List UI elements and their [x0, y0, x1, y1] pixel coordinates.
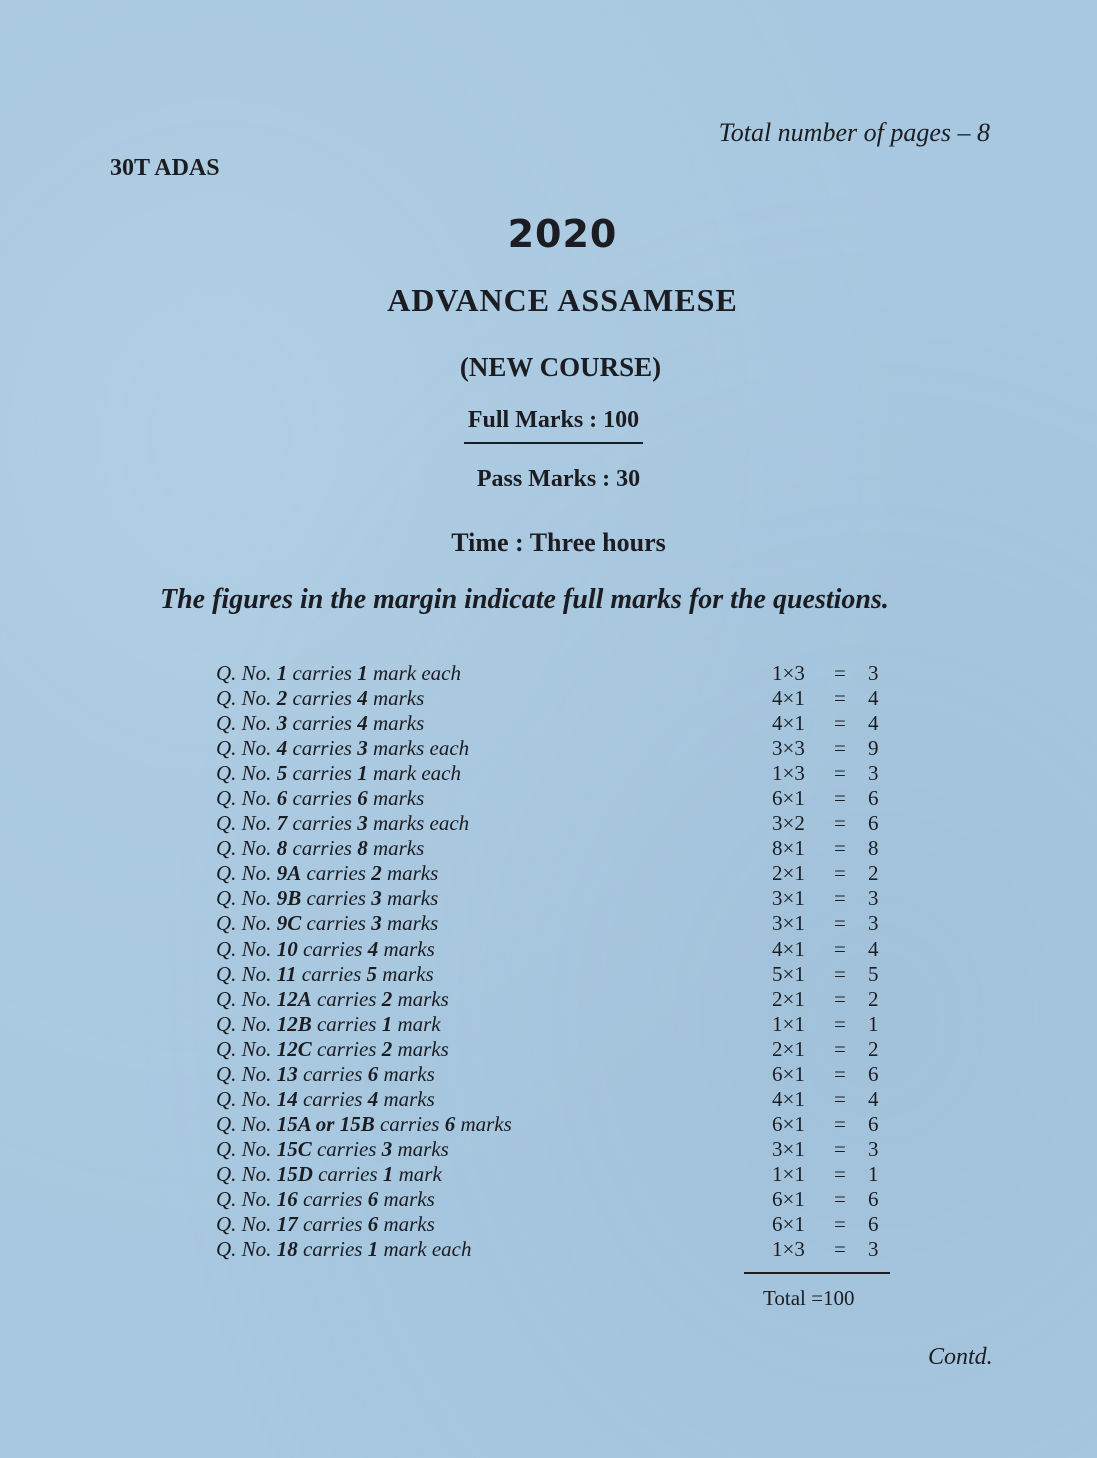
marks-distribution-table: [216, 661, 896, 1262]
subject-title: ADVANCE ASSAMESE: [387, 282, 738, 318]
marks-unit: marks: [377, 961, 434, 986]
carries-text: carries: [297, 1212, 368, 1237]
question-prefix: Q. No.: [216, 811, 277, 836]
carries-text: carries: [287, 661, 358, 685]
carries-text: carries: [297, 1186, 368, 1211]
question-marks: 3: [371, 911, 382, 936]
question-prefix: Q. No.: [216, 911, 277, 936]
question-prefix: Q. No.: [216, 886, 277, 911]
question-marks: 2: [371, 861, 382, 886]
marks-unit: marks: [367, 786, 425, 811]
equals-sign: =: [834, 961, 846, 986]
marks-unit: mark each: [378, 1237, 472, 1262]
question-marks: 8: [357, 836, 368, 861]
carries-text: carries: [287, 711, 358, 736]
marks-calculation: 4×1: [772, 711, 805, 736]
marks-unit: marks: [378, 1212, 435, 1237]
question-prefix: Q. No.: [216, 1186, 277, 1211]
equals-sign: =: [834, 886, 846, 911]
question-prefix: Q. No.: [216, 1111, 277, 1136]
table-row: [216, 1162, 896, 1187]
question-marks: 6: [367, 1061, 379, 1086]
table-row: [216, 1112, 896, 1137]
carries-text: carries: [297, 1061, 368, 1086]
question-number: 14: [276, 1086, 298, 1111]
question-marks: 1: [367, 1237, 379, 1262]
carries-text: carries: [287, 736, 358, 761]
marks-unit: marks each: [367, 736, 470, 761]
question-number: 9A: [276, 861, 302, 886]
question-number: 15D: [276, 1161, 313, 1186]
question-marks: 2: [381, 1036, 393, 1061]
table-row: [216, 686, 896, 711]
question-description: [216, 811, 469, 836]
question-number: 12B: [276, 1011, 312, 1036]
carries-text: carries: [311, 1011, 382, 1036]
equals-sign: =: [834, 861, 846, 886]
question-prefix: Q. No.: [216, 936, 277, 961]
question-prefix: Q. No.: [216, 986, 277, 1011]
full-marks-block: [0, 407, 1097, 444]
question-prefix: Q. No.: [216, 1212, 277, 1237]
question-description: [216, 1162, 442, 1187]
question-number: 1: [276, 661, 288, 685]
marks-unit: mark: [393, 1161, 442, 1186]
marks-unit: marks: [378, 936, 435, 961]
question-marks: 3: [381, 1136, 393, 1161]
question-number: 6: [276, 786, 288, 811]
question-marks: 4: [357, 711, 368, 736]
question-marks: 3: [371, 886, 382, 911]
table-row: [216, 836, 896, 861]
equals-sign: =: [834, 1111, 846, 1136]
question-description: [216, 1062, 435, 1087]
question-description: [216, 786, 424, 811]
question-number: 12A: [276, 986, 312, 1011]
exam-year: 2020: [507, 212, 618, 256]
marks-value: 6: [868, 1212, 879, 1237]
carries-text: carries: [297, 1086, 368, 1111]
marks-calculation: 3×1: [772, 886, 805, 911]
question-prefix: Q. No.: [216, 861, 277, 886]
equals-sign: =: [834, 1212, 846, 1237]
carries-text: carries: [311, 986, 382, 1011]
marks-unit: marks: [392, 986, 449, 1011]
marks-calculation: 3×1: [772, 911, 805, 936]
question-number: 12C: [276, 1036, 312, 1061]
question-description: [216, 1137, 449, 1162]
marks-value: 2: [868, 986, 879, 1011]
marks-value: 3: [868, 1136, 879, 1161]
marks-value: 6: [868, 786, 879, 811]
marks-value: 6: [868, 1186, 879, 1211]
table-row: [216, 962, 896, 987]
table-row: [216, 937, 896, 962]
marks-calculation: 3×2: [772, 811, 805, 836]
marks-value: 4: [868, 1086, 879, 1111]
question-prefix: Q. No.: [216, 1061, 277, 1086]
question-number: 15C: [276, 1136, 312, 1161]
question-number: 10: [276, 936, 298, 961]
marks-calculation: 3×3: [772, 736, 805, 761]
question-number: 3: [276, 711, 288, 736]
question-number: 13: [276, 1061, 298, 1086]
table-row: [216, 711, 896, 736]
marks-unit: marks: [392, 1036, 449, 1061]
question-description: [216, 1037, 449, 1062]
question-prefix: Q. No.: [216, 1036, 277, 1061]
marks-calculation: 6×1: [772, 1212, 805, 1237]
question-number: 7: [276, 811, 288, 836]
question-number: 4: [276, 736, 288, 761]
equals-sign: =: [834, 686, 846, 711]
marks-calculation: 8×1: [772, 836, 805, 861]
equals-sign: =: [834, 1061, 846, 1086]
marks-value: 2: [868, 1036, 879, 1061]
question-number: 15A or 15B: [276, 1111, 375, 1136]
question-marks: 2: [381, 986, 393, 1011]
carries-text: carries: [311, 1036, 382, 1061]
equals-sign: =: [834, 1161, 846, 1186]
table-row: [216, 761, 896, 786]
table-row: [216, 1087, 896, 1112]
marks-unit: marks: [378, 1061, 435, 1086]
question-marks: 1: [357, 761, 368, 786]
marks-calculation: 6×1: [772, 1111, 805, 1136]
marks-calculation: 2×1: [772, 986, 805, 1011]
question-marks: 1: [357, 661, 368, 685]
equals-sign: =: [834, 1237, 846, 1262]
total-divider: [744, 1272, 890, 1274]
table-row: [216, 861, 896, 886]
pass-marks: Pass Marks : 30: [476, 466, 641, 492]
question-description: [216, 1212, 435, 1237]
question-marks: 6: [444, 1111, 456, 1136]
marks-unit: marks: [392, 1136, 449, 1161]
marks-calculation: 5×1: [772, 961, 805, 986]
question-prefix: Q. No.: [216, 1086, 277, 1111]
full-marks: Full Marks : 100: [464, 407, 643, 444]
question-marks: 1: [382, 1161, 394, 1186]
question-marks: 6: [357, 786, 368, 811]
carries-text: carries: [296, 961, 367, 986]
question-number: 9B: [276, 886, 302, 911]
marks-value: 4: [868, 711, 879, 736]
course-label: (NEW COURSE): [459, 352, 662, 382]
equals-sign: =: [834, 811, 846, 836]
question-prefix: Q. No.: [216, 736, 277, 761]
marks-calculation: 1×3: [772, 761, 805, 786]
marks-value: 3: [868, 661, 879, 685]
question-description: [216, 962, 434, 987]
marks-unit: mark each: [367, 761, 461, 786]
table-row: [216, 661, 896, 686]
equals-sign: =: [834, 711, 846, 736]
marks-calculation: 6×1: [772, 1186, 805, 1211]
marks-value: 4: [868, 686, 879, 711]
marks-calculation: 1×3: [772, 1237, 805, 1262]
table-row: [216, 1212, 896, 1237]
table-row: [216, 1062, 896, 1087]
marks-value: 6: [868, 1111, 879, 1136]
table-row: [216, 987, 896, 1012]
marks-value: 3: [868, 911, 879, 936]
carries-text: carries: [374, 1111, 445, 1136]
marks-unit: marks: [378, 1086, 435, 1111]
marks-unit: mark: [392, 1011, 441, 1036]
question-marks: 6: [367, 1186, 379, 1211]
question-prefix: Q. No.: [216, 686, 277, 711]
question-marks: 4: [357, 686, 368, 711]
question-number: 17: [276, 1212, 298, 1237]
marks-value: 4: [868, 936, 879, 961]
question-marks: 4: [367, 1086, 379, 1111]
marks-calculation: 4×1: [772, 686, 805, 711]
marks-calculation: 1×3: [772, 661, 805, 685]
total-marks: Total =100: [763, 1286, 855, 1310]
question-prefix: Q. No.: [216, 1011, 277, 1036]
marks-unit: marks: [381, 861, 439, 886]
marks-calculation: 2×1: [772, 1036, 805, 1061]
carries-text: carries: [287, 686, 358, 711]
equals-sign: =: [834, 936, 846, 961]
carries-text: carries: [301, 911, 372, 936]
question-prefix: Q. No.: [216, 1161, 277, 1186]
marks-unit: marks: [367, 836, 425, 861]
question-prefix: Q. No.: [216, 661, 277, 685]
question-description: [216, 711, 424, 736]
marks-value: 3: [868, 886, 879, 911]
equals-sign: =: [834, 1011, 846, 1036]
equals-sign: =: [834, 1186, 846, 1211]
marks-calculation: 6×1: [772, 1061, 805, 1086]
marks-unit: marks: [455, 1111, 512, 1136]
continued-label: Contd.: [928, 1344, 993, 1370]
question-description: [216, 1087, 435, 1112]
question-marks: 1: [381, 1011, 393, 1036]
question-marks: 6: [367, 1212, 379, 1237]
equals-sign: =: [834, 986, 846, 1011]
question-prefix: Q. No.: [216, 786, 277, 811]
marks-unit: marks each: [367, 811, 470, 836]
marks-calculation: 3×1: [772, 1136, 805, 1161]
marks-unit: marks: [381, 886, 439, 911]
marks-value: 8: [868, 836, 879, 861]
question-marks: 4: [367, 936, 379, 961]
question-description: [216, 736, 469, 761]
carries-text: carries: [287, 836, 358, 861]
equals-sign: =: [834, 1036, 846, 1061]
marks-value: 5: [868, 961, 879, 986]
exam-time: Time : Three hours: [451, 528, 666, 557]
question-description: [216, 761, 461, 786]
question-description: [216, 1112, 512, 1137]
question-description: [216, 987, 449, 1012]
marks-value: 6: [868, 811, 879, 836]
table-row: [216, 886, 896, 911]
question-description: [216, 886, 438, 911]
equals-sign: =: [834, 761, 846, 786]
equals-sign: =: [834, 661, 846, 685]
equals-sign: =: [834, 1136, 846, 1161]
marks-value: 3: [868, 761, 879, 786]
table-row: [216, 1037, 896, 1062]
table-row: [216, 1187, 896, 1212]
equals-sign: =: [834, 736, 846, 761]
marks-value: 6: [868, 1061, 879, 1086]
question-description: [216, 836, 424, 861]
total-pages-note: Total number of pages – 8: [718, 118, 990, 147]
marks-unit: marks: [381, 911, 439, 936]
marks-unit: marks: [367, 686, 425, 711]
marks-calculation: 1×1: [772, 1161, 805, 1186]
carries-text: carries: [312, 1161, 383, 1186]
marks-calculation: 4×1: [772, 936, 805, 961]
question-description: [216, 937, 435, 962]
question-description: [216, 1237, 472, 1262]
question-prefix: Q. No.: [216, 1136, 277, 1161]
question-marks: 3: [357, 736, 368, 761]
marks-value: 3: [868, 1237, 879, 1262]
marks-value: 1: [868, 1011, 879, 1036]
table-row: [216, 786, 896, 811]
question-number: 9C: [276, 911, 302, 936]
question-number: 18: [276, 1237, 298, 1262]
carries-text: carries: [297, 936, 368, 961]
question-number: 2: [276, 686, 288, 711]
question-prefix: Q. No.: [216, 711, 277, 736]
question-number: 11: [276, 961, 297, 986]
question-description: [216, 861, 438, 886]
question-description: [216, 1187, 435, 1212]
carries-text: carries: [287, 811, 358, 836]
question-number: 16: [276, 1186, 298, 1211]
question-prefix: Q. No.: [216, 961, 277, 986]
paper-code: 30T ADAS: [110, 155, 220, 181]
table-row: [216, 1137, 896, 1162]
question-prefix: Q. No.: [216, 1237, 277, 1262]
marks-value: 1: [868, 1161, 879, 1186]
table-row: [216, 1237, 896, 1262]
instruction-text: The figures in the margin indicate full marks for the questions.: [160, 584, 889, 615]
table-row: [216, 1012, 896, 1037]
marks-calculation: 2×1: [772, 861, 805, 886]
equals-sign: =: [834, 911, 846, 936]
carries-text: carries: [297, 1237, 368, 1262]
question-marks: 5: [366, 961, 378, 986]
carries-text: carries: [301, 861, 372, 886]
equals-sign: =: [834, 836, 846, 861]
question-description: [216, 661, 461, 686]
marks-calculation: 1×1: [772, 1011, 805, 1036]
carries-text: carries: [301, 886, 372, 911]
marks-unit: mark each: [367, 661, 461, 685]
marks-unit: marks: [367, 711, 425, 736]
marks-calculation: 4×1: [772, 1086, 805, 1111]
carries-text: carries: [287, 786, 358, 811]
marks-value: 2: [868, 861, 879, 886]
question-prefix: Q. No.: [216, 836, 277, 861]
carries-text: carries: [287, 761, 358, 786]
question-description: [216, 686, 424, 711]
question-marks: 3: [357, 811, 368, 836]
table-row: [216, 736, 896, 761]
question-number: 5: [276, 761, 288, 786]
equals-sign: =: [834, 786, 846, 811]
marks-value: 9: [868, 736, 879, 761]
table-row: [216, 811, 896, 836]
carries-text: carries: [311, 1136, 382, 1161]
question-prefix: Q. No.: [216, 761, 277, 786]
table-row: [216, 911, 896, 936]
marks-unit: marks: [378, 1186, 435, 1211]
question-number: 8: [276, 836, 288, 861]
question-description: [216, 911, 438, 936]
marks-calculation: 6×1: [772, 786, 805, 811]
equals-sign: =: [834, 1086, 846, 1111]
question-description: [216, 1012, 441, 1037]
